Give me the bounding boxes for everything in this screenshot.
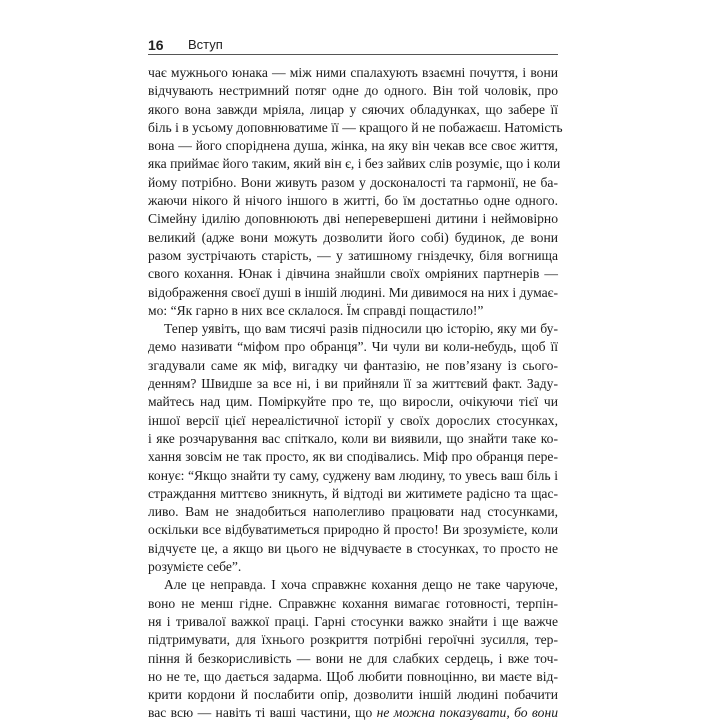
paragraph-3 [148,576,558,720]
text-line: демо називати “міфом про обранця”. Чи чули ви коли-небудь, щоб її [148,339,558,355]
text-line: великий (адже вони можуть дозволити його собі) будинок, де вони [148,229,558,245]
text-line: но не те, що дається задарма. Щоб любити повноцінно, ви маєте від- [148,668,558,684]
text-line: крити кордони й послабити опір, дозволити іншій людині побачити [148,687,558,703]
text-line: воно не менш гідне. Справжнє кохання вимагає готовності, терпін- [148,595,558,611]
text-line: піння й безкорисливість — вони не для слабких сердець, і вже точ- [148,650,558,666]
text-line: йому потрібно. Вони живуть разом у досконалості та гармонії, не ба- [148,174,558,190]
text-line: свого кохання. Юнак і дівчина знайшли своїх омріяних партнерів — [148,266,558,282]
text-line: біль і в усьому доповнюватиме її — кращого й не побажаєш. Натомість [148,119,563,135]
paragraph-2 [148,320,558,576]
text-line [148,704,558,720]
text-line: іншої версії цієї нереалістичної історії у своїх дорослих стосунках, [148,412,558,428]
text-line: відчувають нестримний потяг одне до одного. Він той чоловік, про [148,83,558,99]
text-line: Тепер уявіть, що вам тисячі разів підносили цю історію, яку ми бу- [164,321,558,337]
text-line: денням? Швидше за все ні, і ви прийняли її за життєвий факт. Заду- [148,376,558,392]
text-line: яка приймає його таким, який він є, і без зайвих слів розуміє, що і коли [148,156,561,172]
text-line: хання зовсім не так просто, як ви сподівались. Міф про обранця пере- [148,449,558,465]
text-line: і яке розчарування вас спіткало, коли ви виявили, що знайти таке ко- [148,430,558,446]
text-line: жаючи нікого й нічого іншого в житті, бо їм достатньо одне одного. [148,193,558,209]
text-line: згадували саме як міф, вигадку чи фантазію, не пов’язану із сього- [148,357,558,373]
text-line-plain: вас всю — навіть ті ваші частини, що [148,705,377,720]
text-line: вона — його споріднена душа, жінка, на яку він чекав все своє життя, [148,138,558,154]
text-line: ливо. Вам не знадобиться наполегливо працювати над стосунками, [148,504,558,520]
page-header [148,36,558,55]
text-line: підтримувати, для їхнього розкриття потрібні героїчні зусилля, тер- [148,632,558,648]
text-line: відображення своєї душі в іншій людині. Ми дивимося на них і думає- [148,284,558,300]
paragraph-1 [148,64,563,320]
text-line: Але це неправда. І хоча справжнє кохання дещо не таке чаруюче, [164,577,558,593]
text-line: ня і тривалої важкої праці. Гарні стосунки важко знайти і ще важче [148,613,558,629]
text-line: розумієте себе”. [148,559,242,575]
body-text [148,64,563,720]
text-line: разом зустрічають старість, — у затишному гніздечку, біля вогнища [148,247,558,263]
text-line: оскільки все відбуватиметься природно й просто! Ви зрозумієте, коли [148,522,558,538]
text-line: Сімейну ідилію доповнюють дві неперевершені дитини і неймовірно [148,211,558,227]
text-line: майтесь над цим. Поміркуйте про те, що виросли, очікуючи тієї чи [148,394,558,410]
text-line: мо: “Як гарно в них все склалося. Їм справді пощастило!” [148,302,484,318]
text-line: чає мужнього юнака — між ними спалахують взаємні почуття, і вони [148,65,558,80]
running-title: Вступ [188,37,223,52]
text-line: страждання миттєво зникнуть, й відтоді ви житимете радісно та щас- [148,485,558,501]
text-line: відчуєте це, а якщо ви цього не відчуваєте в стосунках, то просто не [148,540,558,556]
text-line: конує: “Якщо знайти ту саму, суджену вам людину, то увесь ваш біль і [148,467,558,483]
page-number: 16 [148,37,164,53]
text-line: якого вона завжди мріяла, лицар у сяючих обладунках, що забере її [148,101,558,117]
text-line-italic: не можна показувати, бо вони [376,705,558,720]
